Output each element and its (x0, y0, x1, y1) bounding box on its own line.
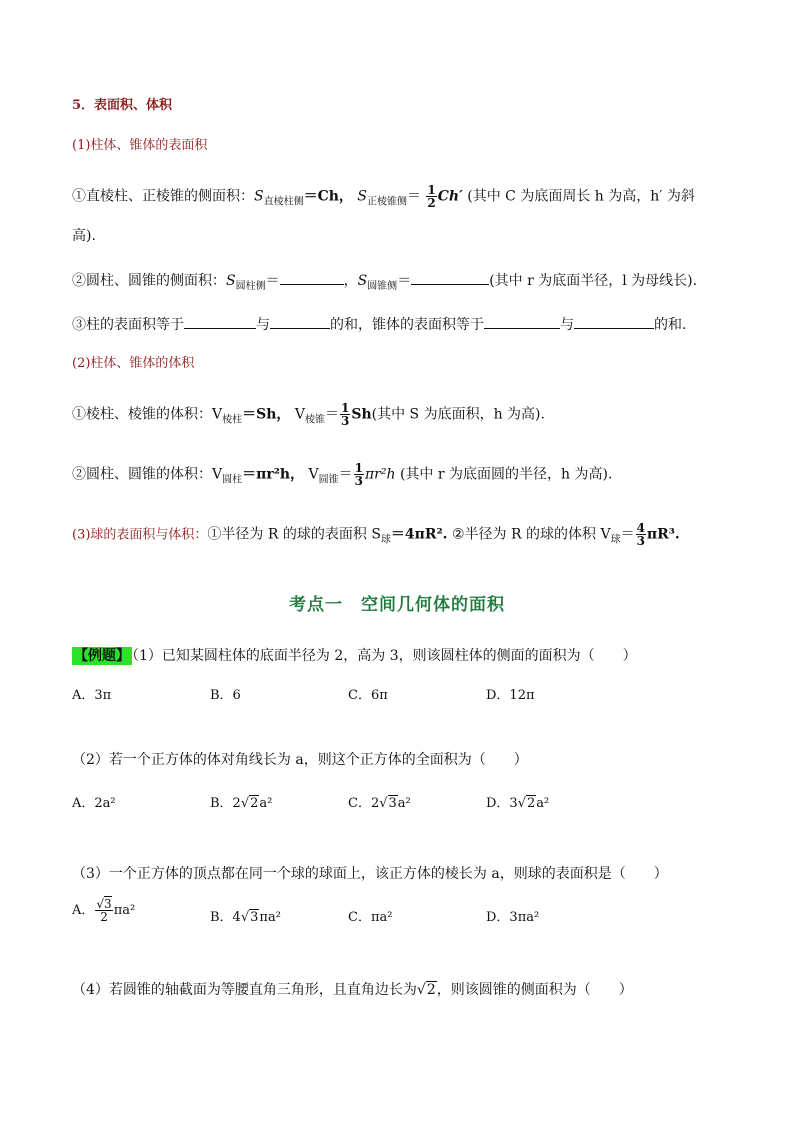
formula-prism-volume: ①棱柱、棱锥的体积：$V_{棱柱}=Sh$， $V_{棱锥}=$ $\frac{1}{3}$ Sh(其中 S 为底面积，h 为高). (72, 401, 545, 428)
q2-option-b[interactable]: B．2√2a² (210, 796, 273, 811)
sqrt: √2 (240, 796, 259, 811)
q2-option-d[interactable]: D．3√2a² (486, 796, 550, 811)
q1-option-d[interactable]: D．12π (486, 688, 535, 703)
q2-option-a[interactable]: A．2a² (72, 796, 116, 811)
q3-option-b[interactable]: B．4√3πa² (210, 910, 281, 925)
formula-cylinder-lateral: ②圆柱、圆锥的侧面积：$S_{圆柱侧}=$ ，$S_{圆锥侧}=$ (其中 r 为底面半径，l 为母线长). (72, 270, 734, 297)
q1-option-b[interactable]: B．6 (210, 688, 241, 703)
q3-option-d[interactable]: D．3πa² (486, 910, 540, 925)
question-3: （3）一个正方体的顶点都在同一个球的球面上，该正方体的棱长为 a，则球的表面积是（ ） (72, 866, 668, 882)
fraction-third: $\frac{1}{3}$ (354, 461, 363, 488)
blank (411, 270, 489, 285)
question-4: （4）若圆锥的轴截面为等腰直角三角形，且直角边长为√2，则该圆锥的侧面积为（ ） (72, 982, 633, 998)
fraction-root3-over-2: $\frac{√3}{2}$ (96, 897, 112, 924)
fraction-third: $\frac{1}{3}$ (340, 401, 350, 428)
sqrt: √2 (416, 982, 436, 998)
sqrt: √2 (517, 796, 536, 811)
q1-option-c[interactable]: C．6π (348, 688, 388, 703)
fraction-half: $\frac{1}{2}$ (427, 183, 436, 210)
question-1: 【例题】 （1）已知某圆柱体的底面半径为 2，高为 3，则该圆柱体的侧面的面积为（ ） (74, 648, 637, 664)
formula-total-surface: ③柱的表面积等于 与 的和，锥体的表面积等于 与 的和. (72, 314, 734, 335)
blank (270, 314, 330, 329)
q1-option-a[interactable]: A．3π (72, 688, 112, 703)
formula-cylinder-volume: ②圆柱、圆锥的体积：$V_{圆柱}=\pi r^2h$， $V_{圆锥}=$ $\frac{1}{3}$ πr²h (其中 r 为底面圆的半径，h 为高). (72, 461, 613, 488)
example-tag: 【例题】 (74, 648, 130, 664)
q3-option-a[interactable]: A． $\frac{√3}{2}$ πa² (72, 897, 136, 924)
blank (484, 314, 560, 329)
blank (184, 314, 256, 329)
q2-option-c[interactable]: C．2√3a² (348, 796, 411, 811)
subsection-volume: (2)柱体、锥体的体积 (72, 356, 195, 371)
section-title: 5．表面积、体积 (72, 98, 173, 113)
sqrt: √3 (240, 910, 259, 925)
fraction-four-thirds: $\frac{4}{3}$ (636, 521, 645, 548)
blank (280, 270, 344, 285)
kaodian-title: 考点一 空间几何体的面积 (289, 595, 505, 615)
formula-note-continued: 高). (72, 228, 96, 244)
formula-prism-lateral: ①直棱柱、正棱锥的侧面积：$S_{直棱柱侧}=Ch$， $S_{正棱锥侧}=$ $\frac{1}{2}$ Ch′ (其中 C 为底面周长 h 为高，h′ 为斜 (72, 183, 695, 210)
question-2: （2）若一个正方体的体对角线长为 a，则这个正方体的全面积为（ ） (72, 752, 528, 768)
sqrt: √3 (379, 796, 397, 811)
subsection-surface-area: (1)柱体、锥体的表面积 (72, 138, 208, 153)
formula-sphere: (3)球的表面积与体积：①半径为 R 的球的表面积 $S_球=4\pi R^2$. ②半径为 R 的球的体积 $V_球=$ $\frac{4}{3}$ πR³. (72, 521, 680, 548)
blank (574, 314, 654, 329)
q3-option-c[interactable]: C．πa² (348, 910, 393, 925)
